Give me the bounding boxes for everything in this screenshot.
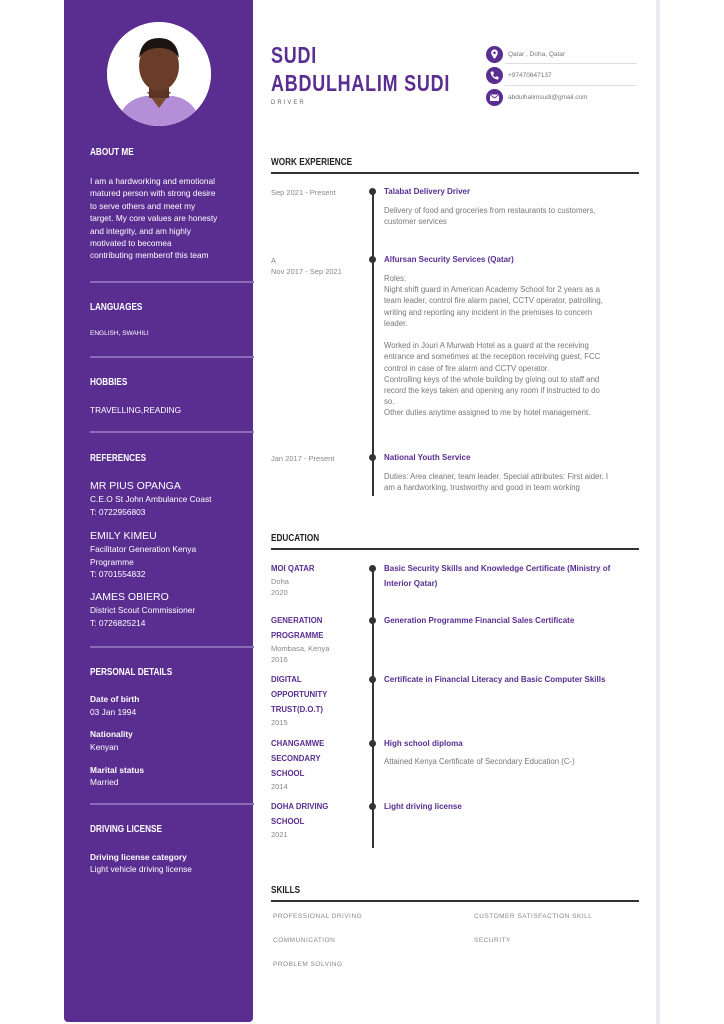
skill-item: PROBLEM SOLVING: [273, 961, 343, 968]
profile-photo: [107, 22, 211, 126]
education-heading: EDUCATION: [271, 533, 320, 544]
references-heading: REFERENCES: [90, 453, 147, 464]
job-date: A Nov 2017 - Sep 2021: [271, 256, 342, 276]
languages-value: ENGLISH, SWAHILI: [90, 330, 149, 337]
skill-item: SECURITY: [474, 937, 511, 944]
nationality-label: Nationality: [90, 729, 133, 739]
phone-icon: [486, 67, 503, 84]
about-heading: ABOUT ME: [90, 147, 134, 158]
contact-phone: +97470647137: [508, 72, 552, 79]
timeline-line: [372, 190, 374, 496]
hobbies-value: TRAVELLING,READING: [90, 405, 182, 415]
education-title: Light driving license: [384, 802, 462, 811]
education-title: Generation Programme Financial Sales Certificate: [384, 616, 575, 625]
school-name: DOHA DRIVING SCHOOL: [271, 802, 329, 826]
timeline-dot: [369, 676, 376, 683]
dob-value: 03 Jan 1994: [90, 707, 137, 717]
divider: [505, 85, 637, 86]
timeline-dot: [369, 256, 376, 263]
timeline-dot: [369, 188, 376, 195]
sidebar: [64, 0, 253, 1022]
driving-license-heading: DRIVING LICENSE: [90, 824, 162, 835]
school-name: CHANGAMWE SECONDARY SCHOOL: [271, 739, 325, 778]
driving-category-label: Driving license category: [90, 852, 187, 862]
section-rule: [271, 900, 639, 902]
timeline-dot: [369, 617, 376, 624]
reference-details: District Scout Commissioner T: 0726825214: [90, 605, 196, 628]
school-name: GENERATION PROGRAMME: [271, 616, 324, 640]
languages-heading: LANGUAGES: [90, 302, 143, 313]
divider: [90, 646, 254, 648]
job-title: National Youth Service: [384, 453, 471, 462]
marital-label: Marital status: [90, 765, 144, 775]
marital-value: Married: [90, 777, 119, 787]
nationality-value: Kenyan: [90, 742, 119, 752]
job-title: Alfursan Security Services (Qatar): [384, 255, 514, 264]
divider: [90, 431, 254, 433]
location-pin-icon: [486, 46, 503, 63]
school-meta: 2021: [271, 830, 288, 839]
page-edge: [656, 0, 660, 1024]
name-last: ABDULHALIM SUDI: [271, 70, 451, 96]
timeline-dot: [369, 565, 376, 572]
timeline-dot: [369, 454, 376, 461]
email-icon: [486, 89, 503, 106]
section-rule: [271, 172, 639, 174]
divider: [90, 803, 254, 805]
personal-details-heading: PERSONAL DETAILS: [90, 667, 173, 678]
divider: [505, 63, 637, 64]
divider: [90, 356, 254, 358]
skills-heading: SKILLS: [271, 885, 301, 896]
education-title: Basic Security Skills and Knowledge Certificate (Ministry of Interior Qatar): [384, 564, 611, 588]
school-meta: 2014: [271, 782, 288, 791]
education-title: Certificate in Financial Literacy and Basic Computer Skills: [384, 675, 606, 684]
job-description: Duties: Area cleaner, team leader. Special attributes: First aider. I am a hardworking, trustworthy and good in team working: [384, 472, 609, 493]
contact-location: Qatar , Doha, Qatar: [508, 51, 566, 58]
avatar: [107, 22, 211, 126]
skill-item: CUSTOMER SATISFACTION SKILL: [474, 913, 593, 920]
school-name: MOI QATAR: [271, 564, 315, 573]
work-experience-heading: WORK EXPERIENCE: [271, 157, 353, 168]
about-text: I am a hardworking and emotional matured person with strong desire to serve others and meet my target. My core values are honesty and integrity, and am highly motivated to becomea contributing memberof this team: [90, 176, 218, 261]
school-meta: Mombasa, Kenya 2016: [271, 644, 330, 664]
hobbies-heading: HOBBIES: [90, 377, 128, 388]
reference-name: JAMES OBIERO: [90, 591, 169, 603]
reference-details: C.E.O St John Ambulance Coast T: 0722956803: [90, 494, 212, 517]
job-role: DRIVER: [271, 100, 306, 106]
skill-item: COMMUNICATION: [273, 937, 336, 944]
contact-email: abdulhalimsudi@gmail.com: [508, 94, 588, 101]
school-meta: Doha 2020: [271, 577, 289, 597]
section-rule: [271, 548, 639, 550]
education-description: Attained Kenya Certificate of Secondary Education (C-): [384, 757, 575, 766]
timeline-dot: [369, 740, 376, 747]
school-meta: 2015: [271, 718, 288, 727]
name-first: SUDI: [271, 42, 317, 68]
divider: [90, 281, 254, 283]
skill-item: PROFESSIONAL DRIVING: [273, 913, 363, 920]
job-date: Jan 2017 - Present: [271, 454, 335, 463]
job-description: Delivery of food and groceries from restaurants to customers, customer services: [384, 206, 596, 227]
job-title: Talabat Delivery Driver: [384, 187, 471, 196]
reference-name: EMILY KIMEU: [90, 530, 157, 542]
school-name: DIGITAL OPPORTUNITY TRUST(D.O.T): [271, 675, 328, 714]
dob-label: Date of birth: [90, 694, 140, 704]
reference-name: MR PIUS OPANGA: [90, 480, 181, 492]
job-description: Roles: Night shift guard in American Academy School for 2 years as a team leader, control fire alarm panel, CCTV operator, patrolling, writing and reporting any incident in the premises to concern leader. Worked in Jouri A Murwab Hotel as a guard at the receiving entrance and sometimes at the reception receiving guest, FCC control in case of fire alarm and CCTV operator. Controlling keys of the whole building by giving out to staff and record the keys taken and opening any room if instructed to do so. Other duties anytime assigned to me by hotel management.: [384, 274, 603, 418]
driving-category-value: Light vehicle driving license: [90, 864, 192, 874]
job-date: Sep 2021 - Present: [271, 188, 336, 197]
education-title: High school diploma: [384, 739, 463, 748]
reference-details: Facilitator Generation Kenya Programme T: 0701554832: [90, 544, 197, 579]
timeline-dot: [369, 803, 376, 810]
